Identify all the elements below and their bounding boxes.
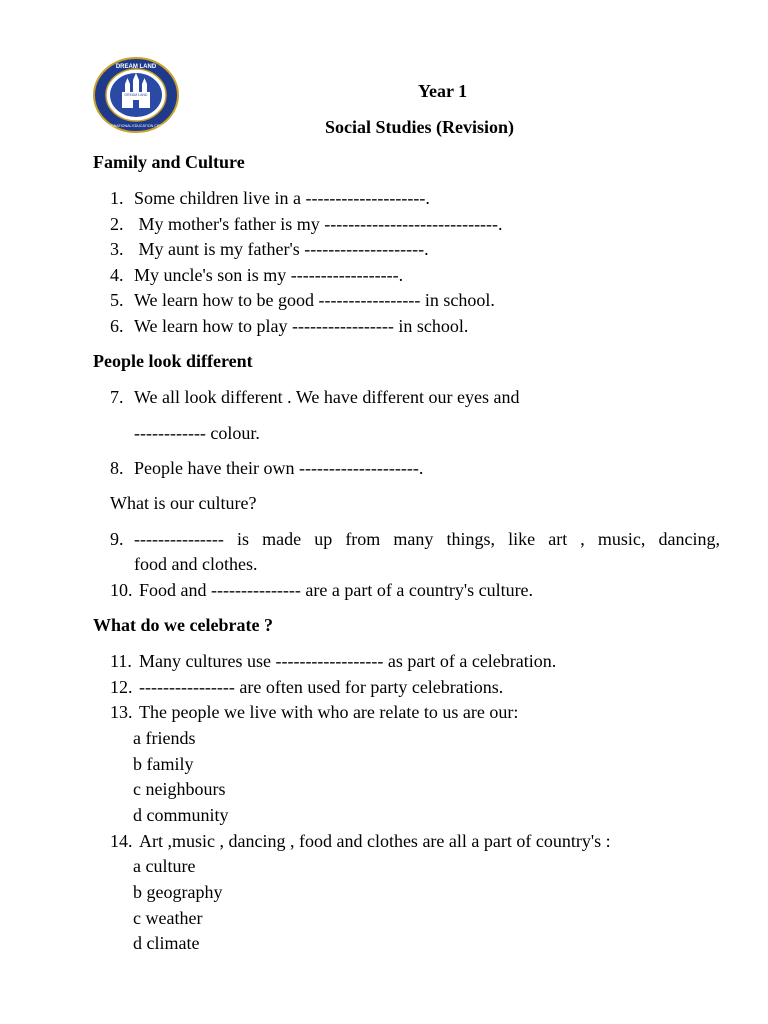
section-title-what-do-we-celebrate: What do we celebrate ? [93,615,273,635]
subheading-what-is-culture: What is our culture? [110,493,257,513]
question-14-option-b: b geography [133,882,223,902]
question-2: 2. My mother's father is my -----------------------------. [110,214,503,234]
question-7: 7. We all look different . We have different our eyes and [110,387,520,407]
question-7-continuation: ------------ colour. [134,423,260,443]
svg-text:INTERNATIONAL EDUCATION CENTER: INTERNATIONAL EDUCATION CENTER [102,124,170,128]
svg-text:DREAM LAND: DREAM LAND [115,64,157,70]
question-6: 6. We learn how to play ----------------- in school. [110,316,469,336]
question-10: 10. Food and --------------- are a part of a country's culture. [110,580,534,600]
question-3: 3. My aunt is my father's --------------------. [110,239,429,259]
section-title-people-look-different: People look different [93,351,253,371]
question-4: 4. My uncle's son is my ------------------. [110,265,404,285]
question-5: 5. We learn how to be good ----------------- in school. [110,290,495,310]
question-9: 9. --------------- is made up from many things, like art , music, dancing, [110,529,720,549]
question-14-option-c: c weather [133,908,203,928]
question-9-continuation: food and clothes. [134,554,258,574]
question-13-option-a: a friends [133,728,196,748]
question-13-option-b: b family [133,754,194,774]
question-12: 12. ---------------- are often used for party celebrations. [110,677,504,697]
question-1: 1. Some children live in a --------------------. [110,188,430,208]
question-14-option-a: a culture [133,856,196,876]
question-13: 13. The people we live with who are relate to us are our: [110,702,519,722]
school-logo [92,56,180,134]
question-8: 8. People have their own --------------------. [110,458,424,478]
question-14-option-d: d climate [133,933,200,953]
question-14: 14. Art ,music , dancing , food and clothes are all a part of country's : [110,831,611,851]
section-title-family-culture: Family and Culture [93,152,245,172]
svg-text:DREAM LAND: DREAM LAND [124,93,148,97]
subject-title: Social Studies (Revision) [325,117,515,137]
question-11: 11. Many cultures use ------------------ as part of a celebration. [110,651,557,671]
question-13-option-c: c neighbours [133,779,226,799]
question-13-option-d: d community [133,805,229,825]
year-heading: Year 1 [418,81,468,101]
